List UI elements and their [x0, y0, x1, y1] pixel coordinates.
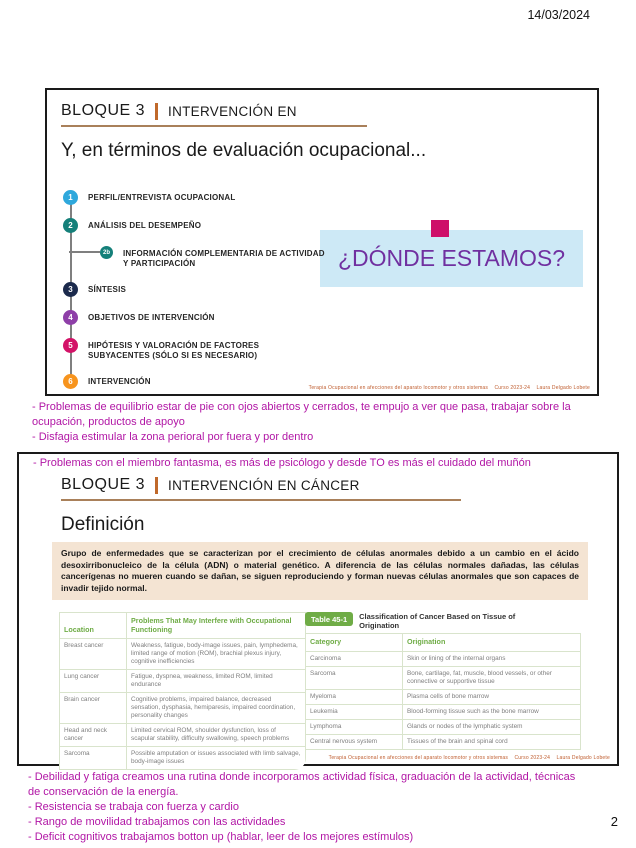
step-label: OBJETIVOS DE INTERVENCIÓN: [88, 313, 215, 322]
table-column-header: Problems That May Interfere with Occupational Functioning: [127, 613, 306, 639]
slide-intervencion-cancer: [17, 452, 619, 766]
table-row: [306, 734, 581, 749]
kicker-separator-bar: [155, 477, 158, 494]
slide2-footer: Terapia Ocupacional en afecciones del aparato locomotor y otros sistemas Curso 2023-24 Laura Delgado Lobete: [328, 755, 610, 761]
table-cell: Sarcoma: [306, 666, 403, 689]
evaluation-step: [100, 246, 328, 269]
table-row: [306, 689, 581, 704]
table-row: [60, 639, 306, 670]
annotation-line: - Rango de movilidad trabajamos con las actividades: [28, 816, 286, 828]
slide1-block-label: BLOQUE 3: [61, 102, 146, 119]
step-number-circle: 5: [63, 338, 78, 353]
slide2-block-label: BLOQUE 3: [61, 476, 146, 493]
step-label: ANÁLISIS DEL DESEMPEÑO: [88, 221, 202, 230]
table-cell: Skin or lining of the internal organs: [403, 651, 581, 666]
callout-marker-square: [431, 220, 449, 237]
handwritten-notes-top: [32, 400, 607, 445]
table-row: [306, 704, 581, 719]
evaluation-step: [63, 190, 328, 205]
slide2-topic-label: INTERVENCIÓN EN CÁNCER: [168, 477, 360, 493]
table-row: [306, 666, 581, 689]
evaluation-step: [63, 338, 328, 361]
step-number-circle: 6: [63, 374, 78, 389]
evaluation-step: [63, 310, 328, 325]
slide1-footer: Terapia Ocupacional en afecciones del aparato locomotor y otros sistemas Curso 2023-24 Laura Delgado Lobete: [308, 385, 590, 391]
evaluation-steps-list: [63, 190, 328, 389]
slide1-topic-label: INTERVENCIÓN EN: [168, 103, 297, 119]
slide1-title: Y, en términos de evaluación ocupacional...: [61, 140, 427, 161]
classification-table-header: [305, 612, 581, 630]
step-label: HIPÓTESIS Y VALORACIÓN DE FACTORES SUBYACENTES (SÓLO SI ES NECESARIO): [88, 341, 260, 360]
handwritten-notes-bottom: [28, 770, 576, 845]
table-cell: Brain cancer: [60, 693, 127, 724]
evaluation-step: [63, 218, 328, 233]
table-cell: Lymphoma: [306, 719, 403, 734]
table-cell: Weakness, fatigue, body-image issues, pain, lymphedema, limited range of motion (ROM), brachial plexus injury, cognitive inefficiencies: [127, 639, 306, 670]
handwritten-note-miembro-fantasma: - Problemas con el miembro fantasma, es más de psicólogo y desde TO es más el cuidado del muñón: [33, 457, 531, 469]
evaluation-step: [63, 374, 328, 389]
table-column-header: Location: [60, 613, 127, 639]
annotation-line: - Disfagia estimular la zona perioral por fuera y por dentro: [32, 431, 314, 443]
table-cell: Bone, cartilage, fat, muscle, blood vessels, or other connective or supportive tissue: [403, 666, 581, 689]
page-number: 2: [610, 814, 618, 829]
annotation-line: - Resistencia se trabaja con fuerza y cardio: [28, 801, 239, 813]
callout-text: ¿DÓNDE ESTAMOS?: [337, 245, 566, 271]
evaluation-step: [63, 282, 328, 297]
annotation-line: - Problemas de equilibrio estar de pie con ojos abiertos y cerrados, te empujo a ver que pasa, trabajar sobre la ocupación, productos de apoyo: [32, 401, 571, 428]
table-row: [60, 724, 306, 747]
table-cell: Carcinoma: [306, 651, 403, 666]
table-cell: Head and neck cancer: [60, 724, 127, 747]
table-cell: Myeloma: [306, 689, 403, 704]
table-cell: Glands or nodes of the lymphatic system: [403, 719, 581, 734]
step-number-circle: 1: [63, 190, 78, 205]
table-cell: Leukemia: [306, 704, 403, 719]
slide1-kicker: [61, 102, 367, 127]
table-cell: Breast cancer: [60, 639, 127, 670]
step-label: INFORMACIÓN COMPLEMENTARIA DE ACTIVIDAD Y PARTICIPACIÓN: [123, 249, 325, 268]
table-row: [60, 693, 306, 724]
kicker-separator-bar: [155, 103, 158, 120]
table-cell: Central nervous system: [306, 734, 403, 749]
annotation-line: - Debilidad y fatiga creamos una rutina donde incorporamos actividad física, graduación de la actividad, técnicas de conservación de la energía.: [28, 771, 576, 798]
cancer-definition-box: Grupo de enfermedades que se caracterizan por el crecimiento de células anormales debido a un cambio en el ácido desoxirribonucleico de la célula (ADN) o material genético. A diferencia de las células normales dañadas, las células cancerígenas no mueren cuando se dañan, se siguen reproduciendo y forman nuevas células anormales que son capaces de invadir tejido normal.: [52, 542, 588, 600]
step-label: SÍNTESIS: [88, 285, 127, 294]
table-cell: Lung cancer: [60, 670, 127, 693]
classification-table-title: Classification of Cancer Based on Tissue of Origination: [359, 612, 516, 630]
table-cell: Blood-forming tissue such as the bone marrow: [403, 704, 581, 719]
table-cell: Limited cervical ROM, shoulder dysfunction, loss of scapular stability, difficulty swallowing, speech problems: [127, 724, 306, 747]
table-cell: Plasma cells of bone marrow: [403, 689, 581, 704]
table-cell: Sarcoma: [60, 747, 127, 770]
table-column-header: Category: [306, 634, 403, 652]
step-label: PERFIL/ENTREVISTA OCUPACIONAL: [88, 193, 236, 202]
table-number-badge: Table 45-1: [305, 612, 353, 626]
table-cell: Possible amputation or issues associated with limb salvage, body-image issues: [127, 747, 306, 770]
donde-estamos-callout: [320, 230, 583, 287]
slide2-kicker: [61, 476, 461, 501]
step-label: INTERVENCIÓN: [88, 377, 151, 386]
step-number-circle: 2b: [100, 246, 113, 259]
location-problems-table: [59, 612, 306, 770]
table-row: [60, 670, 306, 693]
table-cell: Fatigue, dyspnea, weakness, limited ROM, limited endurance: [127, 670, 306, 693]
location-problems-table-grid: [59, 612, 306, 770]
table-cell: Cognitive problems, impaired balance, decreased sensation, dysphasia, hemiparesis, impaired coordination, personality changes: [127, 693, 306, 724]
step-number-circle: 4: [63, 310, 78, 325]
table-row: [306, 651, 581, 666]
table-row: [306, 719, 581, 734]
table-row: [60, 747, 306, 770]
table-column-header: Origination: [403, 634, 581, 652]
step-number-circle: 3: [63, 282, 78, 297]
classification-table-grid: [305, 633, 581, 750]
annotation-line: - Deficit cognitivos trabajamos botton up (hablar, leer de los mejores estímulos): [28, 831, 414, 843]
table-cell: Tissues of the brain and spinal cord: [403, 734, 581, 749]
page-date: 14/03/2024: [527, 8, 590, 22]
cancer-classification-table: [305, 612, 581, 750]
slide-evaluacion-ocupacional: [45, 88, 599, 396]
step-number-circle: 2: [63, 218, 78, 233]
definicion-heading: Definición: [61, 514, 145, 535]
